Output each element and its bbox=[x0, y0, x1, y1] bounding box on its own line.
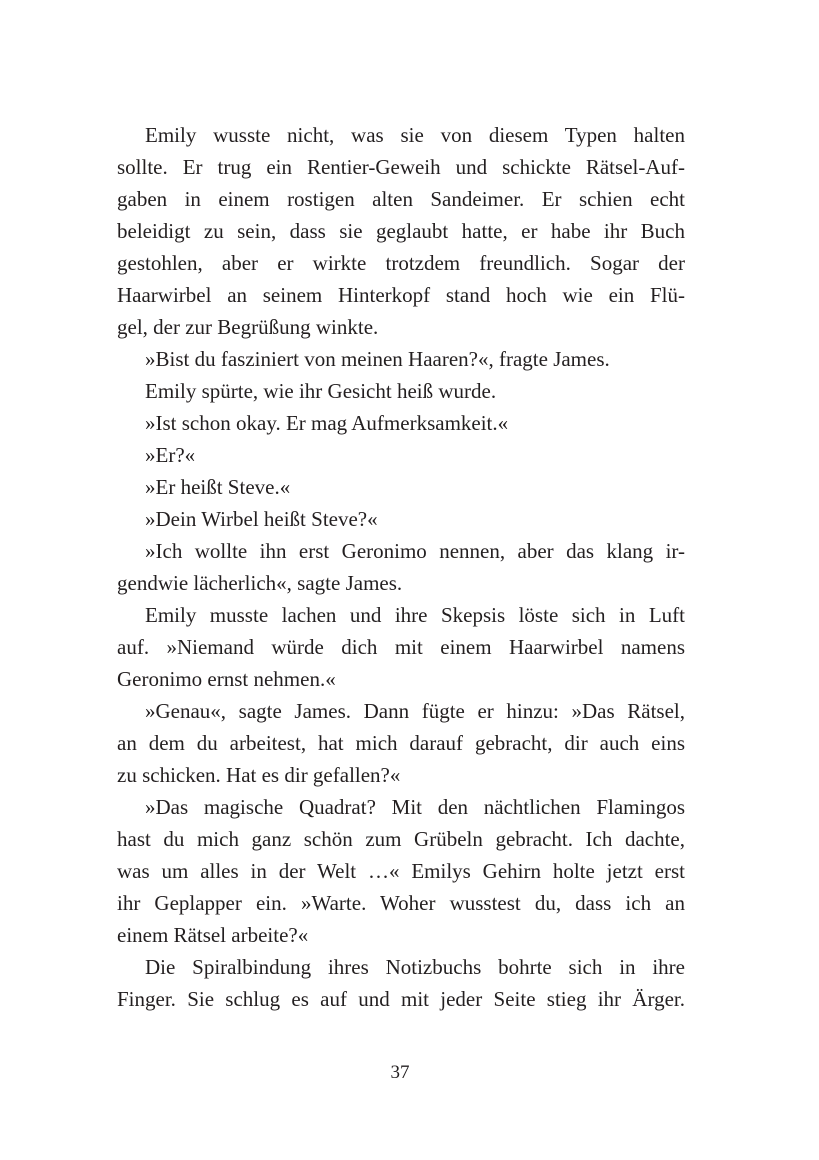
text-line: »Er?« bbox=[145, 443, 196, 467]
text-line: zu schicken. Hat es dir gefallen?« bbox=[117, 763, 401, 787]
text-line: ihr Geplapper ein. »Warte. Woher wusstest du, dass ich an bbox=[117, 891, 685, 915]
page-number: 37 bbox=[390, 1062, 410, 1083]
text-line: Finger. Sie schlug es auf und mit jeder Seite stieg ihr Ärger. bbox=[117, 987, 685, 1011]
text-line: gel, der zur Begrüßung winkte. bbox=[117, 315, 379, 339]
text-line: »Genau«, sagte James. Dann fügte er hinzu: »Das Rätsel, bbox=[145, 699, 685, 723]
text-line: gestohlen, aber er wirkte trotzdem freundlich. Sogar der bbox=[117, 251, 685, 275]
text-line: Geronimo ernst nehmen.« bbox=[117, 667, 336, 691]
text-line: beleidigt zu sein, dass sie geglaubt hatte, er habe ihr Buch bbox=[117, 219, 685, 243]
text-line: gaben in einem rostigen alten Sandeimer. Er schien echt bbox=[117, 187, 685, 211]
text-line: »Er heißt Steve.« bbox=[145, 475, 291, 499]
text-line: was um alles in der Welt …« Emilys Gehirn holte jetzt erst bbox=[117, 859, 685, 883]
text-line: sollte. Er trug ein Rentier-Geweih und schickte Rätsel-Auf- bbox=[117, 155, 685, 179]
text-line: Die Spiralbindung ihres Notizbuchs bohrte sich in ihre bbox=[145, 955, 685, 979]
text-line: Emily spürte, wie ihr Gesicht heiß wurde. bbox=[145, 379, 497, 403]
text-line: Emily wusste nicht, was sie von diesem Typen halten bbox=[145, 123, 685, 147]
text-line: »Ist schon okay. Er mag Aufmerksamkeit.« bbox=[145, 411, 509, 435]
text-line: an dem du arbeitest, hat mich darauf gebracht, dir auch eins bbox=[117, 731, 685, 755]
text-line: Haarwirbel an seinem Hinterkopf stand hoch wie ein Flü- bbox=[117, 283, 685, 307]
text-line: gendwie lächerlich«, sagte James. bbox=[117, 571, 403, 595]
text-line: hast du mich ganz schön zum Grübeln gebracht. Ich dachte, bbox=[117, 827, 685, 851]
text-line: einem Rätsel arbeite?« bbox=[117, 923, 309, 947]
text-line: »Bist du fasziniert von meinen Haaren?«, fragte James. bbox=[145, 347, 610, 371]
text-line: »Das magische Quadrat? Mit den nächtlichen Flamingos bbox=[145, 795, 685, 819]
text-line: »Dein Wirbel heißt Steve?« bbox=[145, 507, 378, 531]
text-line: Emily musste lachen und ihre Skepsis löste sich in Luft bbox=[145, 603, 685, 627]
text-line: »Ich wollte ihn erst Geronimo nennen, aber das klang ir- bbox=[145, 539, 685, 563]
text-line: auf. »Niemand würde dich mit einem Haarwirbel namens bbox=[117, 635, 685, 659]
body-text bbox=[117, 119, 685, 1015]
